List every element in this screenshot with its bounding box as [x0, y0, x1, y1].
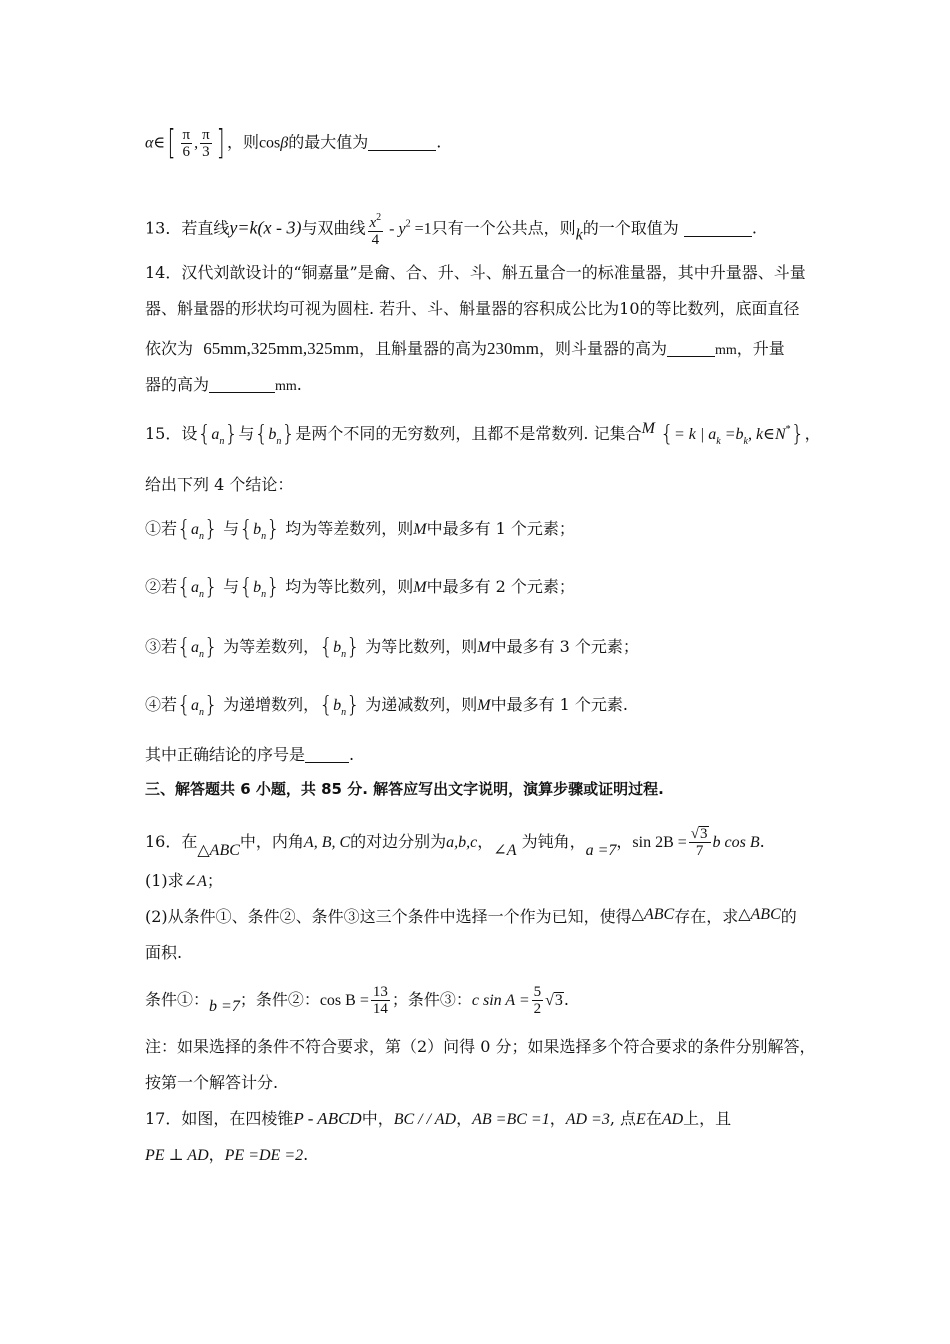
question-17: 17．如图，在四棱锥P - ABCD中，BC / / AD，AB =BC =1，AD =3, 点E在AD上，且	[145, 1109, 732, 1128]
answer-blank	[209, 376, 275, 393]
section-3-heading: 三、解答题共 6 小题，共 85 分. 解答应写出文字说明，演算步骤或证明过程.	[145, 780, 664, 798]
q12-continuation: α∈[ $\frac{\pi}{6}$ , $\frac{\pi}{3}$ ] ，则cosβ的最大值为 .	[145, 123, 442, 163]
q17-line2: PE ⊥ AD，PE =DE =2.	[145, 1145, 309, 1164]
left-bracket: [	[167, 123, 176, 163]
answer-blank	[368, 134, 436, 151]
q16-note-1: 注：如果选择的条件不符合要求，第（2）问得 0 分；如果选择多个符合要求的条件分别解答，	[145, 1037, 816, 1056]
frac-pi-3: $\frac{\pi}{3}$	[202, 126, 210, 160]
conclusion-2: ②若$\{a_n\}$ 与$\{b_n\}$ 均为等比数列，则M中最多有 2 个元素；	[145, 575, 575, 600]
answer-blank	[305, 746, 349, 763]
q15-answer: 其中正确结论的序号是 .	[145, 745, 355, 764]
alpha-in: α∈	[145, 134, 166, 152]
question-13: 13．若直线y=k(x - 3)与双曲线 $\frac{x^2}{4}$ - $y^2 =1$只有一个公共点，则k的一个取值为 .	[145, 212, 757, 248]
q14-line2: 器、斛量器的形状均可视为圆柱. 若升、斗、斛量器的容积成公比为10的等比数列，底面直径	[145, 299, 800, 318]
frac-13-14: $\frac{13}{14}$	[372, 984, 388, 1017]
q16-area: 面积.	[145, 943, 183, 962]
q16-part-2: (2)从条件①、条件②、条件③这三个条件中选择一个作为已知，使得△ABC存在，求△ABC的	[145, 906, 797, 926]
q14-line4: 器的高为 mm.	[145, 375, 302, 394]
question-15: 15．设$\{a_n\}$与$\{b_n\}$是两个不同的无穷数列，且都不是常数列. 记集合M {= k | $a_k =b_k$, k∈N*}，	[145, 420, 821, 447]
right-bracket: ]	[216, 123, 225, 163]
frac-x2-4: $\frac{x^2}{4}$	[369, 212, 382, 248]
answer-blank	[667, 340, 715, 357]
q16-part-1: (1)求∠A；	[145, 871, 223, 890]
question-16: 16．在△ABC中，内角A, B, C的对边分别为a,b,c，∠A 为钝角，a =7，sin 2B = $\frac{√3}{7}$ b cos B.	[145, 826, 765, 859]
frac-root3-7: $\frac{√3}{7}$	[689, 826, 711, 859]
conclusion-1: ①若$\{a_n\}$ 与$\{b_n\}$ 均为等差数列，则M中最多有 1 个元素；	[145, 517, 575, 542]
conclusion-3: ③若$\{a_n\}$ 为等差数列，$\{b_n\}$ 为等比数列，则M中最多有 3 个元素；	[145, 635, 639, 660]
q16-conditions: 条件①：b =7；条件②：cos B = $\frac{13}{14}$ ；条件③：c sin A = $\frac{5}{2}$ √3.	[145, 984, 570, 1017]
frac-pi-6: $\frac{\pi}{6}$	[182, 126, 191, 160]
q16-note-2: 按第一个解答计分.	[145, 1073, 279, 1092]
answer-blank	[684, 220, 752, 237]
q14-line1: 14．汉代刘歆设计的“铜嘉量”是龠、合、升、斗、斛五量合一的标准量器，其中升量器、斗量	[145, 263, 806, 282]
q14-line3: 依次为 65mm,325mm,325mm，且斛量器的高为230mm，则斗量器的高为 mm，升量	[145, 339, 785, 358]
q15-give: 给出下列 4 个结论：	[145, 475, 294, 494]
conclusion-4: ④若$\{a_n\}$ 为递增数列，$\{b_n\}$ 为递减数列，则M中最多有 1 个元素.	[145, 693, 629, 718]
frac-5-2: $\frac{5}{2}$	[533, 984, 542, 1017]
